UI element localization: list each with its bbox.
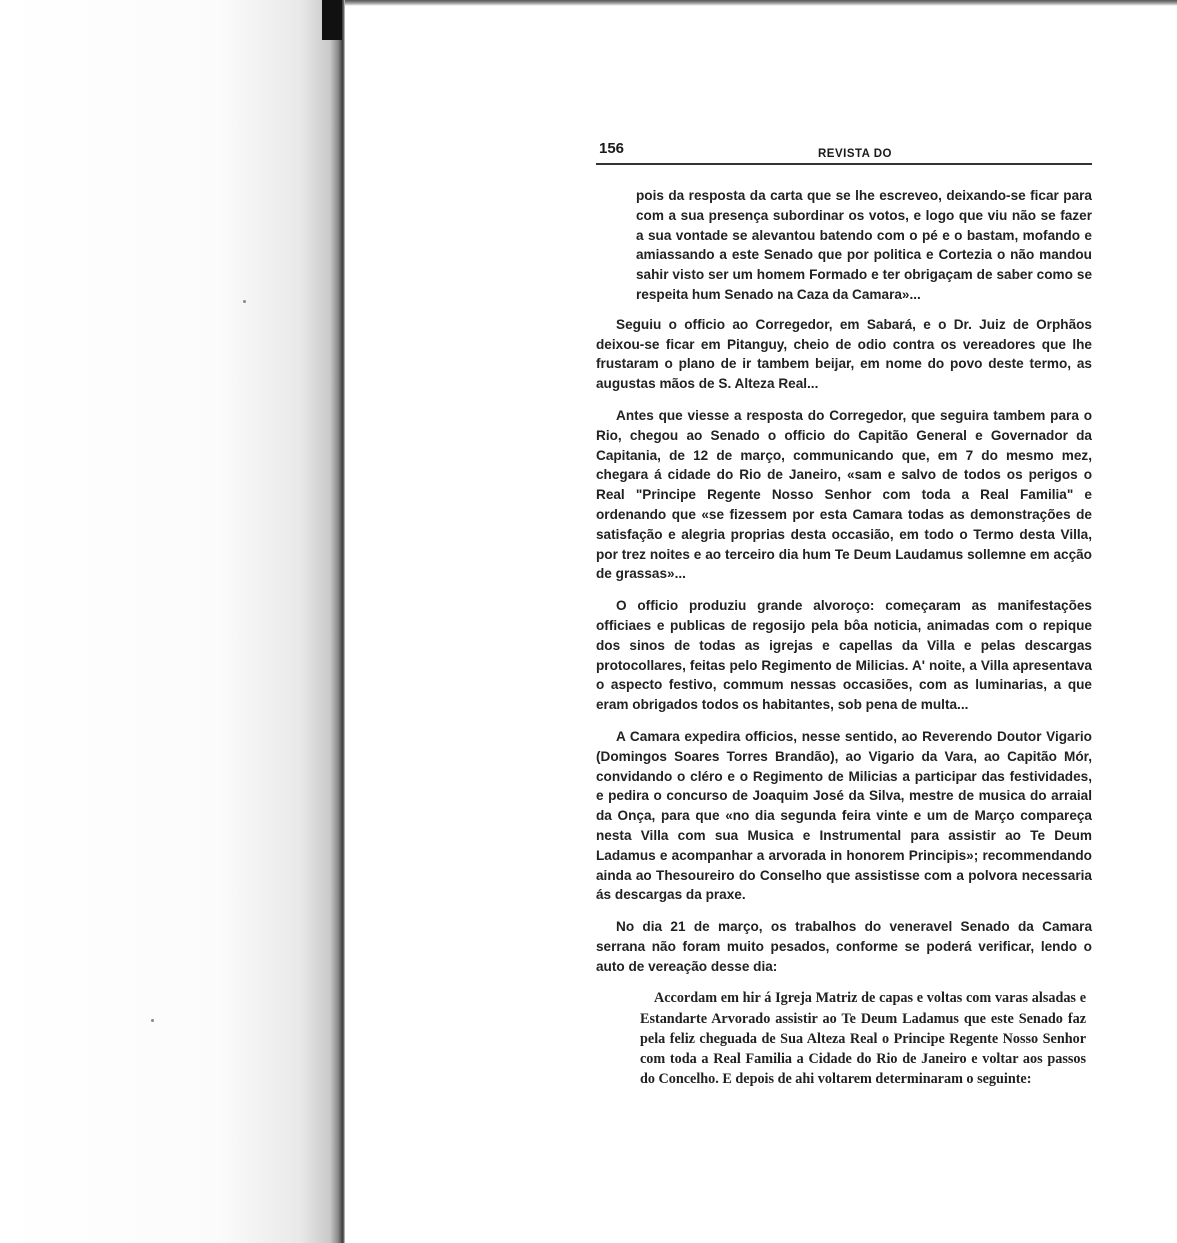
paper-speck: [243, 300, 246, 303]
binding-edge: [322, 0, 342, 40]
page-top-edge: [345, 0, 1177, 6]
page-body: [596, 186, 1092, 1090]
header-rule: [596, 163, 1092, 165]
book-page: [596, 138, 1092, 1090]
paragraph: pois da resposta da carta que se lhe escreveo, deixando-se ficar para com a sua presença subordinar os votos, e logo que viu não se fazer a sua vontade se alevantou batendo com o pé e o bastam, mofando e amiassando a este Senado que por politica e Cortezia o não mandou sahir visto ser um homem Formado e ter obrigaçam de saber como se respeita hum Senado na Caza da Camara»...: [636, 188, 1092, 302]
paragraph: Seguiu o officio ao Corregedor, em Sabará, e o Dr. Juiz de Orphãos deixou-se ficar em Pitanguy, cheio de odio contra os vereadores que lhe frustaram o plano de ir tambem beijar, em nome do povo deste termo, as augustas mãos de S. Alteza Real...: [596, 316, 1092, 392]
book-spine-shadow: [0, 0, 345, 1243]
page-header: [596, 138, 1092, 164]
running-head: REVISTA DO: [818, 148, 893, 160]
paragraph: No dia 21 de março, os trabalhos do veneravel Senado da Camara serrana não foram muito pesados, conforme se poderá verificar, lendo o auto de vereação desse dia:: [596, 919, 1092, 974]
paragraph: Antes que viesse a resposta do Corregedor, que seguira tambem para o Rio, chegou ao Senado o officio do Capitão General e Governador da Capitania, de 12 de março, communicando que, em 7 do mesmo mez, chegara á cidade do Rio de Janeiro, «sam e salvo de todos os perigos o Real "Principe Regente Nosso Senhor com toda a Real Familia" e ordenando que «se fizessem por esta Camara todas as demonstrações de satisfação e alegria proprias desta occasião, em todo o Termo desta Villa, por trez noites e ao terceiro dia hum Te Deum Laudamus sollemne em acção de grassas»...: [596, 407, 1092, 582]
paragraph: O officio produziu grande alvoroço: começaram as manifestações officiaes e publicas de regosijo pela bôa noticia, animadas com o repique dos sinos de todas as igrejas e capellas da Villa e pelas descargas protocollares, feitas pelo Regimento de Milicias. A' noite, a Villa apresentava o aspecto festivo, commum nessas occasiões, com as luminarias, a que eram obrigados todos os habitantes, sob pena de multa...: [596, 598, 1092, 713]
paragraph: A Camara expedira officios, nesse sentido, ao Reverendo Doutor Vigario (Domingos Soares Torres Brandão), ao Vigario da Vara, ao Capitão Mór, convidando o cléro e o Regimento de Milicias a participar das festividades, e pedira o concurso de Joaquim José da Silva, mestre de musica do arraial da Onça, para que «no dia segunda feira vinte e um de Março compareça nesta Villa com sua Musica e Instrumental para assistir ao Te Deum Ladamus e acompanhar a arvorada in honorem Principis»; recommendando ainda ao Thesoureiro do Conselho que assistisse com a polvora necessaria ás descargas da praxe.: [596, 728, 1092, 903]
block-quote: Accordam em hir á Igreja Matriz de capas e voltas com varas alsadas e Estandarte Arvorado assistir ao Te Deum Ladamus que este Senado faz pela feliz cheguada de Sua Alteza Real o Principe Regente Nosso Senhor com toda a Real Familia a Cidade do Rio de Janeiro e voltar aos passos do Concelho. E depois de ahi voltarem determinaram o seguinte:: [640, 990, 1086, 1088]
paper-speck: [151, 1019, 154, 1022]
page-number: 156: [599, 140, 625, 157]
